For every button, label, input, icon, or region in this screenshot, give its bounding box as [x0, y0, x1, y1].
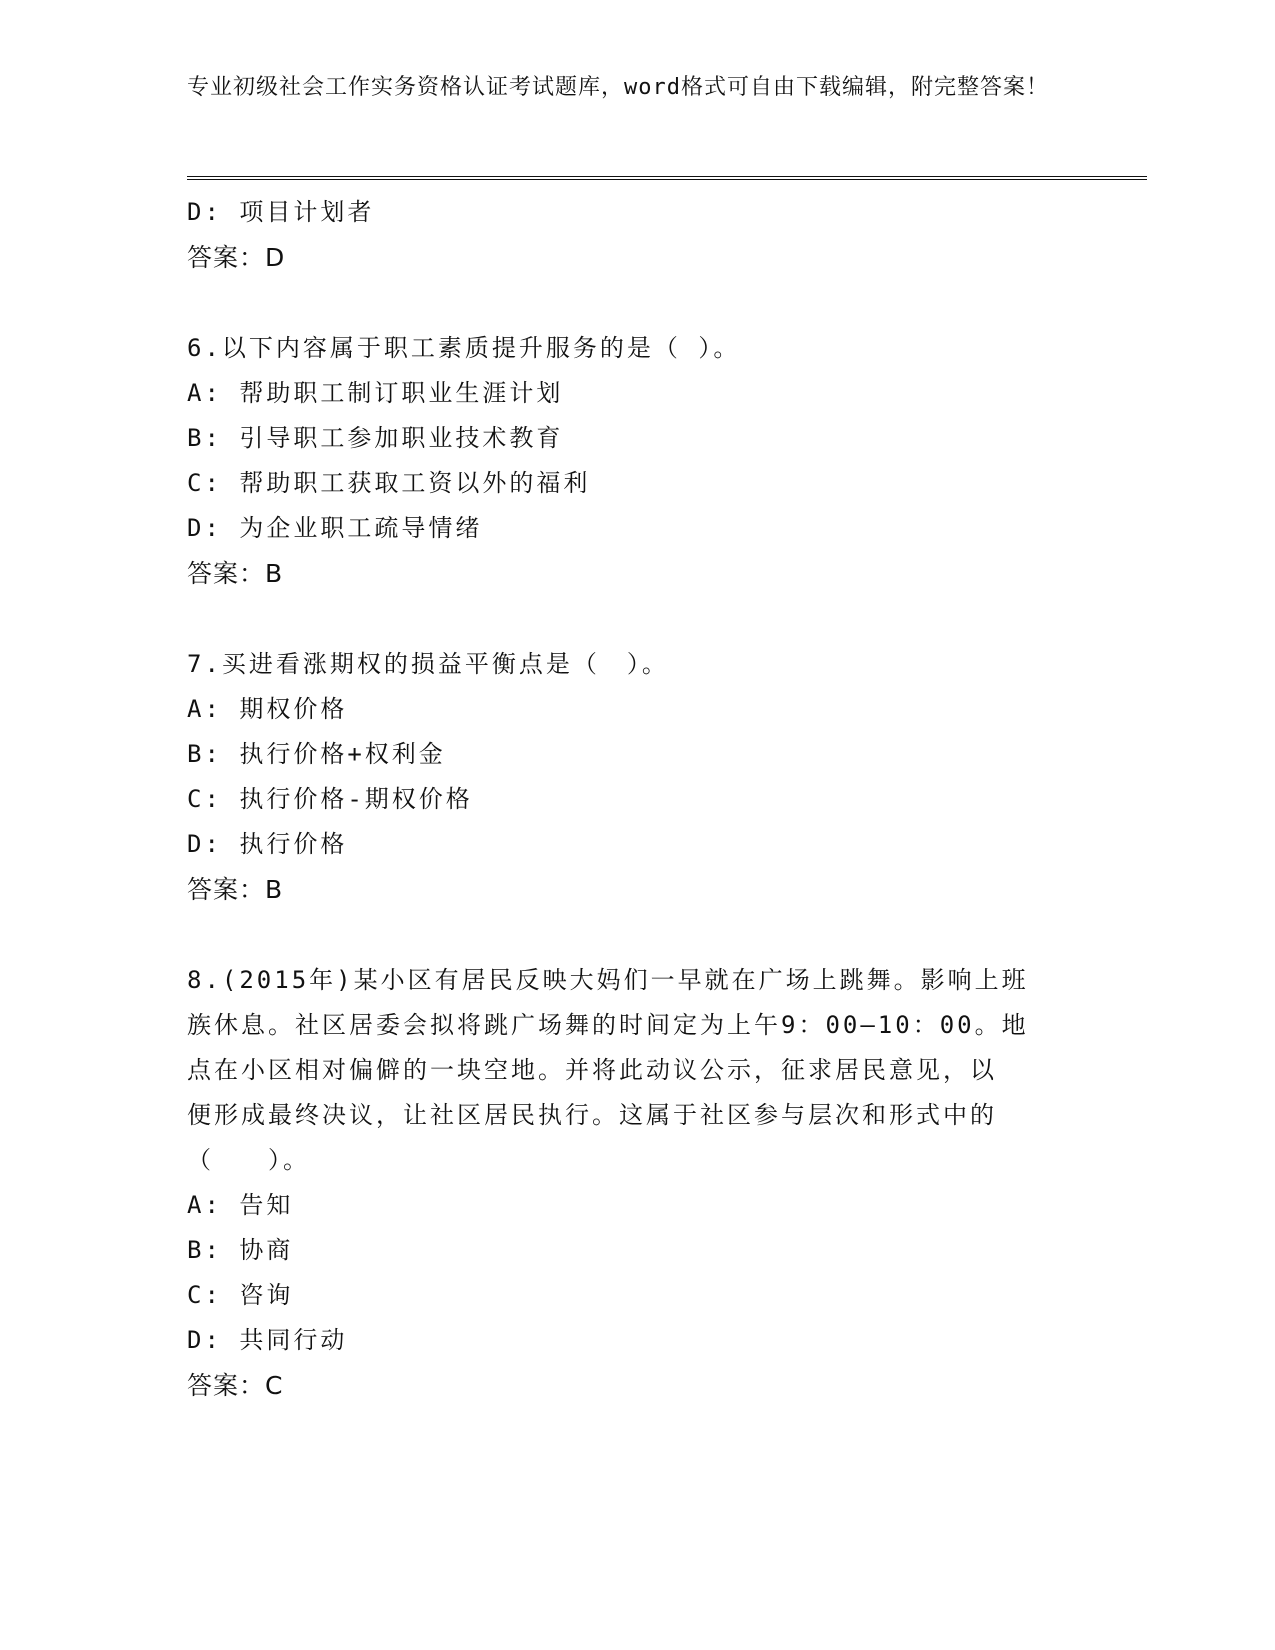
spacer — [187, 280, 1087, 326]
option-b: B: 协商 — [187, 1236, 294, 1264]
document-header: 专业初级社会工作实务资格认证考试题库，word格式可自由下载编辑，附完整答案！ — [187, 75, 1049, 100]
spacer — [187, 596, 1087, 642]
option-a: A: 期权价格 — [187, 695, 348, 723]
option-c: C: 咨询 — [187, 1281, 294, 1309]
option-c: C: 帮助职工获取工资以外的福利 — [187, 469, 591, 497]
option-b: B: 执行价格+权利金 — [187, 740, 446, 768]
option-d: D: 共同行动 — [187, 1326, 348, 1354]
question-stem: 6.以下内容属于职工素质提升服务的是（ ）。 — [187, 334, 741, 362]
option-d: D: 执行价格 — [187, 830, 348, 858]
prev-option-d: D: 项目计划者 — [187, 198, 375, 226]
option-a: A: 告知 — [187, 1191, 294, 1219]
question-stem-line: 便形成最终决议，让社区居民执行。这属于社区参与层次和形式中的 — [187, 1101, 997, 1129]
option-c: C: 执行价格-期权价格 — [187, 785, 473, 813]
question-8 — [187, 958, 1087, 1408]
question-stem: 7.买进看涨期权的损益平衡点是（ ）。 — [187, 650, 669, 678]
question-6 — [187, 326, 1087, 596]
question-stem-line: （ ）。 — [187, 1146, 310, 1174]
question-7 — [187, 642, 1087, 912]
header-divider — [187, 176, 1147, 180]
option-d: D: 为企业职工疏导情绪 — [187, 514, 483, 542]
question-stem-line: 8.(2015年)某小区有居民反映大妈们一早就在广场上跳舞。影响上班 — [187, 966, 1029, 994]
question-answer: 答案：B — [187, 559, 284, 588]
prev-answer: 答案：D — [187, 243, 286, 272]
question-stem-line: 点在小区相对偏僻的一块空地。并将此动议公示，征求居民意见，以 — [187, 1056, 997, 1084]
question-answer: 答案：C — [187, 1371, 284, 1400]
question-stem-line: 族休息。社区居委会拟将跳广场舞的时间定为上午9：00—10：00。地 — [187, 1011, 1029, 1039]
option-a: A: 帮助职工制订职业生涯计划 — [187, 379, 564, 407]
spacer — [187, 912, 1087, 958]
option-b: B: 引导职工参加职业技术教育 — [187, 424, 564, 452]
question-answer: 答案：B — [187, 875, 284, 904]
question-content — [187, 190, 1087, 1408]
